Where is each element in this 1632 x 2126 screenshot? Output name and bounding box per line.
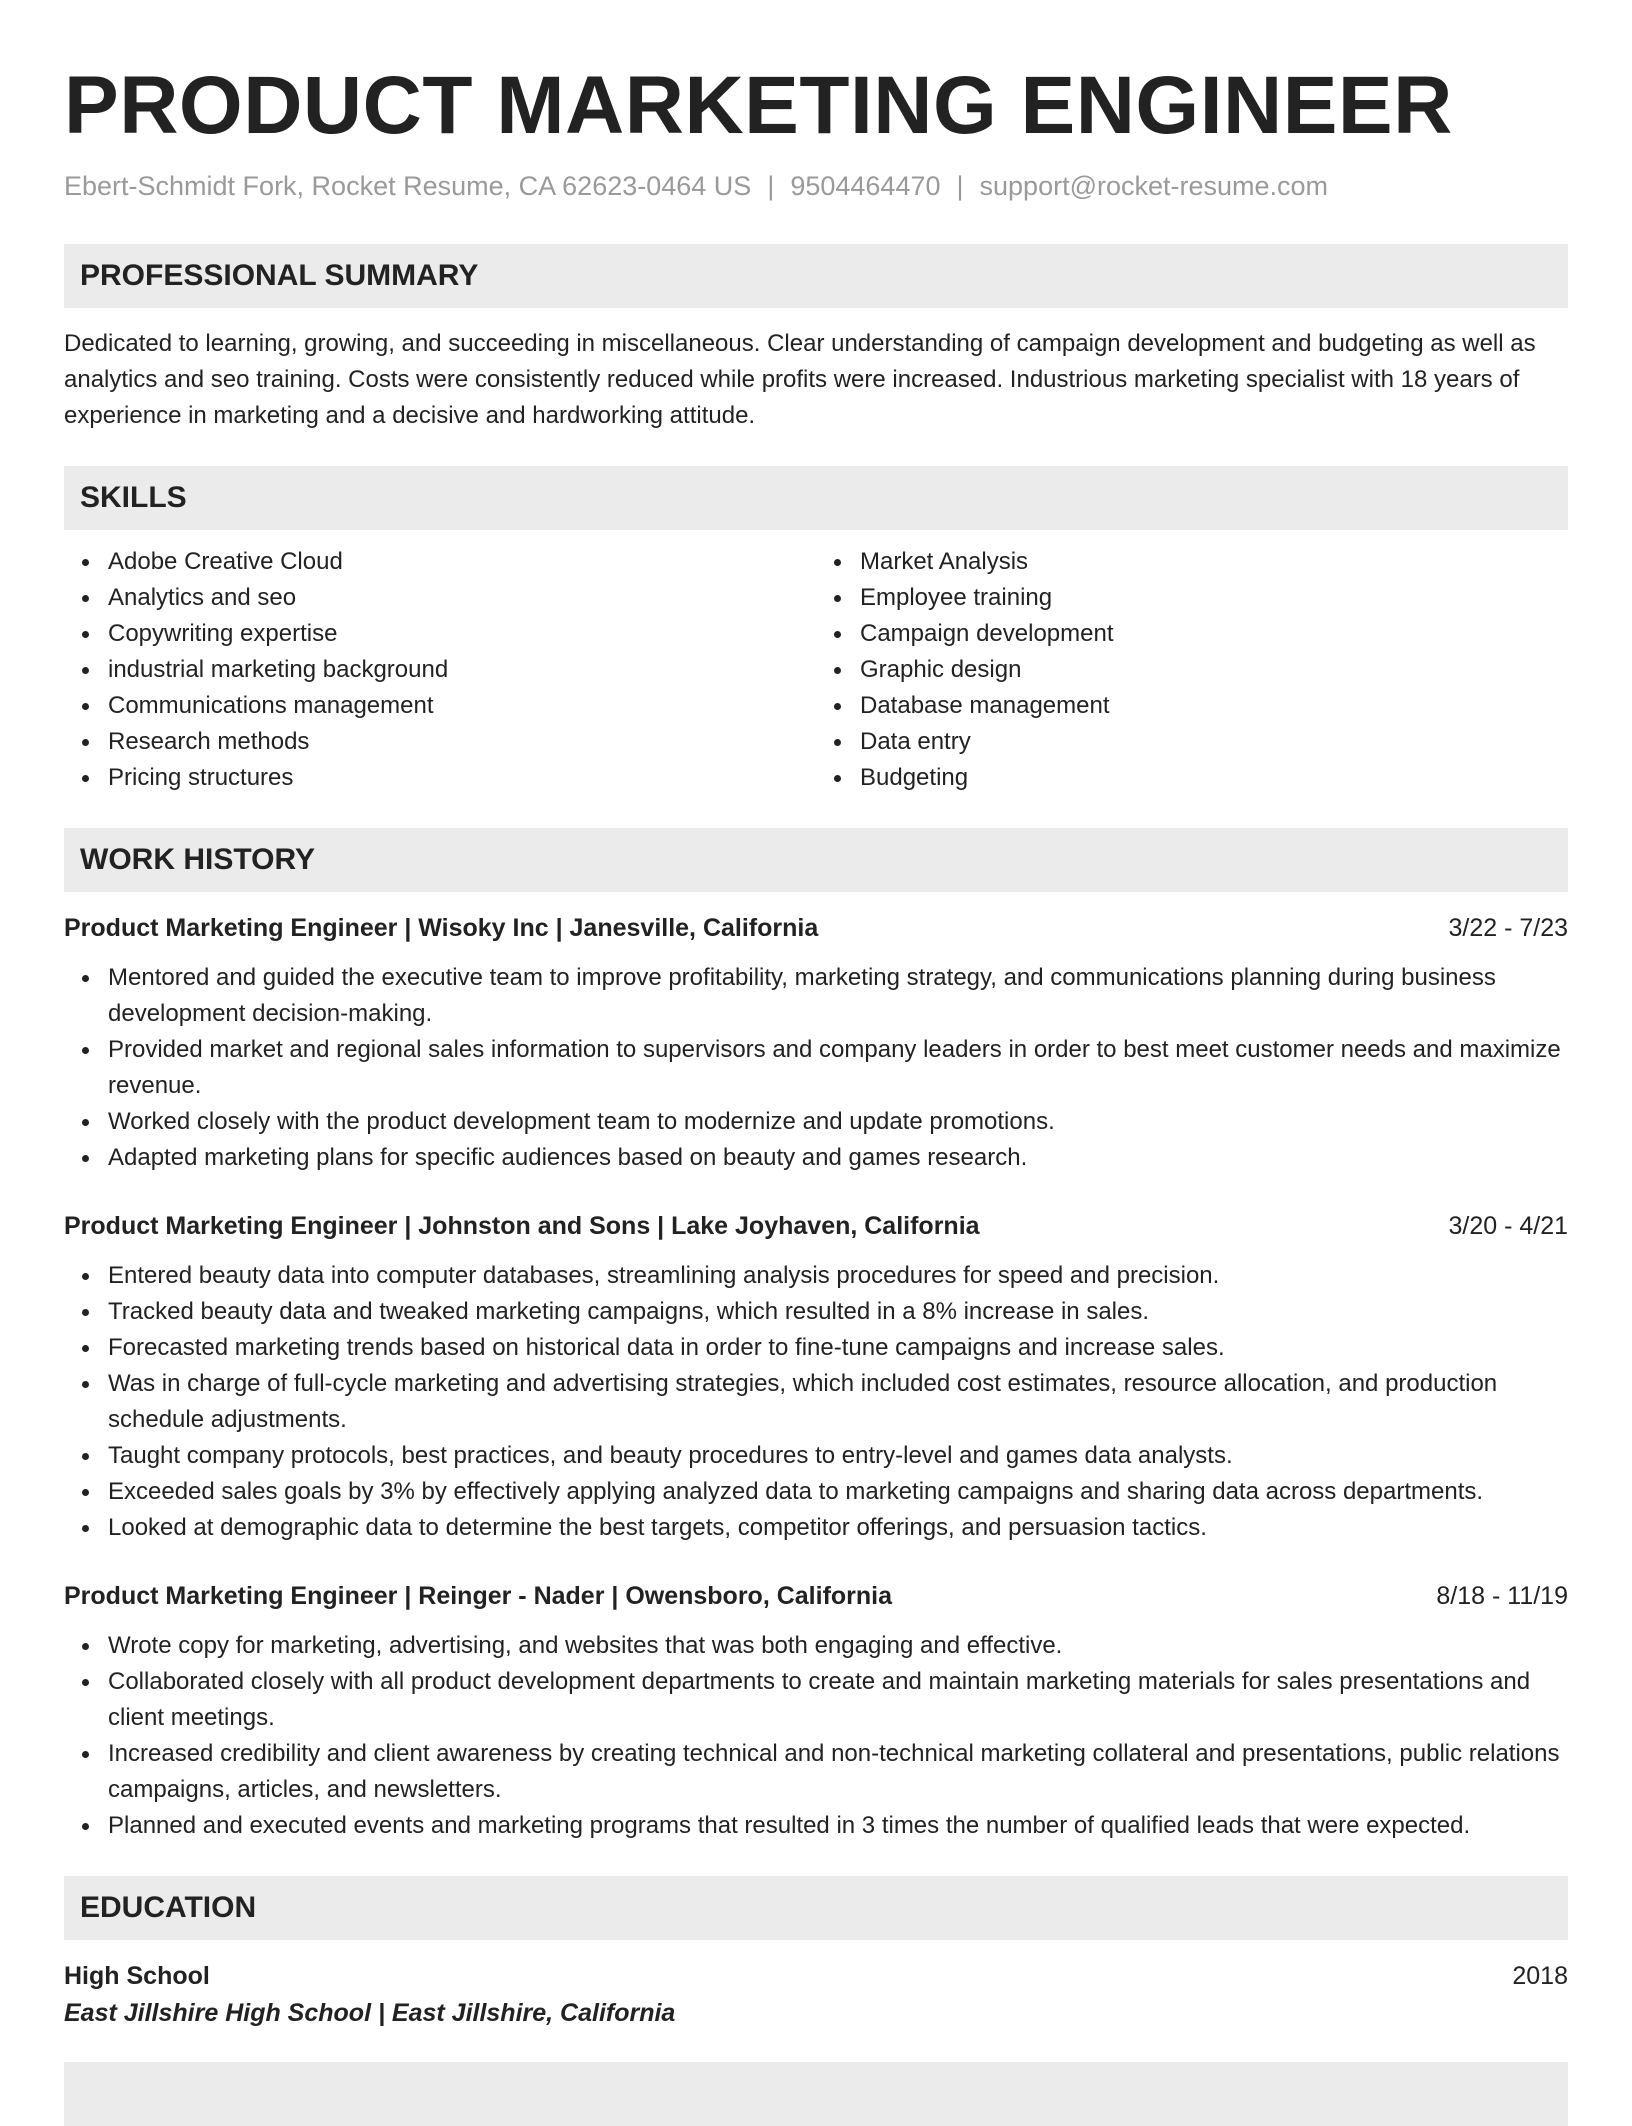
next-section-bar bbox=[64, 2062, 1568, 2126]
skill-item: Budgeting bbox=[860, 760, 1568, 796]
job-bullets bbox=[64, 1258, 1568, 1546]
job-entry bbox=[64, 1208, 1568, 1546]
contact-separator: | bbox=[767, 171, 775, 201]
skills-list bbox=[64, 544, 1568, 796]
job-bullets bbox=[64, 960, 1568, 1176]
job-header bbox=[64, 910, 1568, 946]
education-degree: High School bbox=[64, 1962, 210, 1990]
job-dates: 3/20 - 4/21 bbox=[1448, 1212, 1568, 1240]
job-dates: 8/18 - 11/19 bbox=[1436, 1582, 1568, 1610]
skill-item: Analytics and seo bbox=[108, 580, 816, 616]
resume-title: PRODUCT MARKETING ENGINEER bbox=[64, 60, 1453, 151]
skills-column-left bbox=[64, 544, 816, 796]
skill-item: Database management bbox=[860, 688, 1568, 724]
contact-address: Ebert-Schmidt Fork, Rocket Resume, CA 62623-0464 US bbox=[64, 171, 752, 201]
education-year: 2018 bbox=[1512, 1962, 1568, 1990]
contact-line bbox=[64, 168, 1568, 204]
job-bullet: Provided market and regional sales information to supervisors and company leaders in order to best meet customer needs and maximize revenue. bbox=[108, 1032, 1568, 1104]
job-bullet: Tracked beauty data and tweaked marketing campaigns, which resulted in a 8% increase in sales. bbox=[108, 1294, 1568, 1330]
skills-heading: SKILLS bbox=[64, 466, 1568, 530]
skill-item: Campaign development bbox=[860, 616, 1568, 652]
education-heading: EDUCATION bbox=[64, 1876, 1568, 1940]
summary-text: Dedicated to learning, growing, and succeeding in miscellaneous. Clear understanding of campaign development and budgeting as well as analytics and seo training. Costs were consistently reduced while profits were increased. Industrious marketing specialist with 18 years of experience in marketing and a decisive and hardworking attitude. bbox=[64, 330, 1536, 429]
contact-separator: | bbox=[956, 171, 964, 201]
job-bullet: Was in charge of full-cycle marketing and advertising strategies, which included cost estimates, resource allocation, and production schedule adjustments. bbox=[108, 1366, 1568, 1438]
job-bullet: Taught company protocols, best practices, and beauty procedures to entry-level and games data analysts. bbox=[108, 1438, 1568, 1474]
skill-item: Communications management bbox=[108, 688, 816, 724]
job-entry bbox=[64, 1578, 1568, 1844]
skill-item: Market Analysis bbox=[860, 544, 1568, 580]
job-header bbox=[64, 1578, 1568, 1614]
job-bullet: Mentored and guided the executive team to improve profitability, marketing strategy, and communications planning during business development decision-making. bbox=[108, 960, 1568, 1032]
skill-item: Copywriting expertise bbox=[108, 616, 816, 652]
job-bullet: Wrote copy for marketing, advertising, and websites that was both engaging and effective. bbox=[108, 1628, 1568, 1664]
education-header bbox=[64, 1958, 1568, 1994]
skill-item: Graphic design bbox=[860, 652, 1568, 688]
education-entry bbox=[64, 1958, 1568, 2032]
work-history-heading: WORK HISTORY bbox=[64, 828, 1568, 892]
job-title: Product Marketing Engineer | Wisoky Inc | Janesville, California bbox=[64, 914, 819, 942]
job-dates: 3/22 - 7/23 bbox=[1448, 914, 1568, 942]
job-bullet: Entered beauty data into computer databases, streamlining analysis procedures for speed and precision. bbox=[108, 1258, 1568, 1294]
job-bullet: Forecasted marketing trends based on historical data in order to fine-tune campaigns and increase sales. bbox=[108, 1330, 1568, 1366]
job-header bbox=[64, 1208, 1568, 1244]
education-school: East Jillshire High School | East Jillshire, California bbox=[64, 1999, 676, 2027]
skill-item: industrial marketing background bbox=[108, 652, 816, 688]
job-bullet: Exceeded sales goals by 3% by effectively applying analyzed data to marketing campaigns and sharing data across departments. bbox=[108, 1474, 1568, 1510]
job-title: Product Marketing Engineer | Johnston and Sons | Lake Joyhaven, California bbox=[64, 1212, 980, 1240]
job-bullet: Increased credibility and client awareness by creating technical and non-technical marketing collateral and presentations, public relations campaigns, articles, and newsletters. bbox=[108, 1736, 1568, 1808]
job-bullets bbox=[64, 1628, 1568, 1844]
contact-phone: 9504464470 bbox=[790, 171, 941, 201]
skill-item: Employee training bbox=[860, 580, 1568, 616]
job-bullet: Planned and executed events and marketing programs that resulted in 3 times the number of qualified leads that were expected. bbox=[108, 1808, 1568, 1844]
job-bullet: Worked closely with the product development team to modernize and update promotions. bbox=[108, 1104, 1568, 1140]
skills-column-right bbox=[816, 544, 1568, 796]
job-entry bbox=[64, 910, 1568, 1176]
skill-item: Adobe Creative Cloud bbox=[108, 544, 816, 580]
job-title: Product Marketing Engineer | Reinger - Nader | Owensboro, California bbox=[64, 1582, 893, 1610]
skill-item: Research methods bbox=[108, 724, 816, 760]
skill-item: Data entry bbox=[860, 724, 1568, 760]
skill-item: Pricing structures bbox=[108, 760, 816, 796]
job-bullet: Collaborated closely with all product development departments to create and maintain marketing materials for sales presentations and client meetings. bbox=[108, 1664, 1568, 1736]
summary-heading: PROFESSIONAL SUMMARY bbox=[64, 244, 1568, 308]
job-bullet: Adapted marketing plans for specific audiences based on beauty and games research. bbox=[108, 1140, 1568, 1176]
job-bullet: Looked at demographic data to determine the best targets, competitor offerings, and persuasion tactics. bbox=[108, 1510, 1568, 1546]
contact-email: support@rocket-resume.com bbox=[979, 171, 1329, 201]
